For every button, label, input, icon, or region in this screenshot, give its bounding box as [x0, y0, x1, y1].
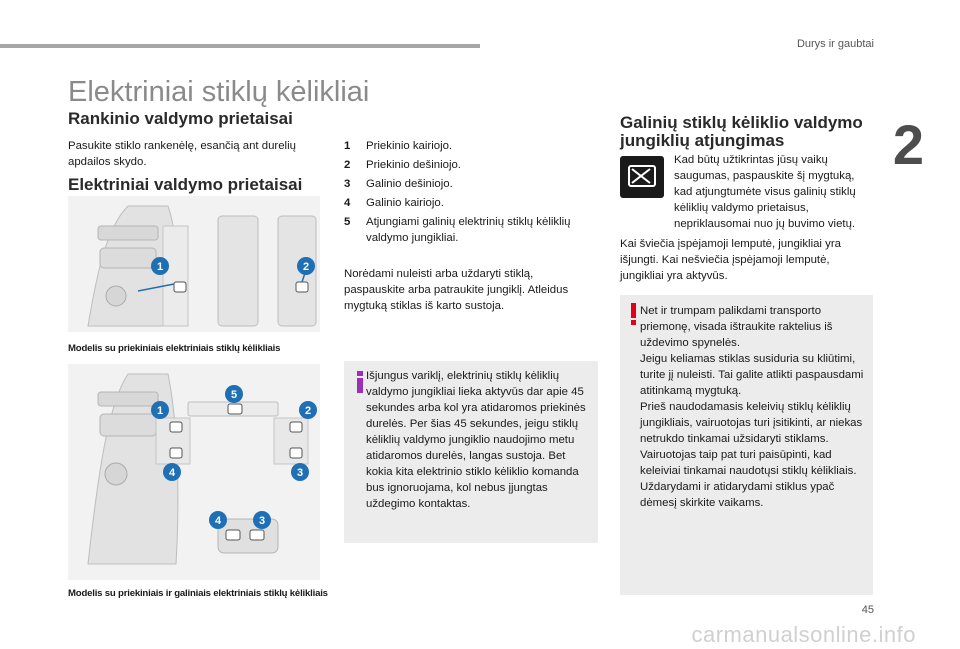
callout-5: 5 — [230, 389, 238, 401]
callout-2b: 2 — [304, 405, 312, 417]
legend-item: 4 Galinio kairiojo. — [344, 197, 444, 209]
child-lock-text: Kad būtų užtikrintas jūsų vaikų saugumas, paspauskite šį mygtuką, kad atjungtumėte visus galinių stiklų kėliklių valdymo prietaisus, nepriklausomai nuo jų buvimo vietų. — [674, 154, 856, 230]
caption-front: Modelis su priekiniais elektriniais stiklų kėlikliais — [68, 343, 281, 354]
legend-item: 3 Galinio dešiniojo. — [344, 178, 453, 190]
legend-item: 2 Priekinio dešiniojo. — [344, 159, 461, 171]
operation-text: Norėdami nuleisti arba uždaryti stiklą, paspauskite arba patraukite jungiklį. Atleidus mygtuką stiklas iš karto sustoja. — [344, 268, 569, 312]
callout-1b: 1 — [156, 405, 164, 417]
callout-1: 1 — [156, 261, 164, 273]
figure-front-windows — [68, 196, 320, 332]
electric-heading: Elektriniai valdymo prietaisai — [68, 175, 303, 194]
legend-list — [344, 138, 594, 249]
rear-heading: Galinių stiklų kėliklio valdymo jungiklių atjungimas — [620, 113, 863, 150]
warning-icon — [628, 303, 638, 327]
section-name: Durys ir gaubtai — [796, 38, 874, 50]
page-number: 45 — [861, 604, 874, 616]
lamp-text: Kai šviečia įspėjamoji lemputė, jungikliai yra išjungti. Kai nešviečia įspėjamoji lemputė, jungikliai yra aktyvūs. — [620, 238, 841, 282]
legend-item: 5 Atjungiami galinių elektrinių stiklų kėliklių valdymo jungikliai. — [344, 216, 571, 244]
warning-box — [620, 295, 873, 595]
header-bar — [0, 44, 480, 48]
callout-2: 2 — [302, 261, 310, 273]
callout-3b: 3 — [258, 515, 266, 527]
figure-all-windows — [68, 364, 320, 580]
chapter-number: 2 — [892, 113, 924, 176]
console-illustration-2 — [68, 364, 320, 580]
watermark: carmanualsonline.info — [691, 622, 916, 647]
info-text: Išjungus variklį, elektrinių stiklų kėliklių valdymo jungikliai lieka aktyvūs dar apie 45 sekundes arba kol yra atidaromos priekinės durelės. Per šias 45 sekundes, jeigu stiklų kėliklių valdymo jungiklio naudojimo metu atidaromos durelės, langas sustoja. Bet kokia kita elektrinio stiklo kėliklio komanda bus ignoruojama, kol nebus įjungtas uždegimo kontaktas. — [366, 370, 586, 510]
callout-4: 4 — [168, 467, 176, 479]
manual-heading: Rankinio valdymo prietaisai — [68, 109, 293, 128]
info-icon — [355, 371, 365, 393]
callout-3: 3 — [296, 467, 304, 479]
manual-text: Pasukite stiklo rankenėlę, esančią ant durelių apdailos skydo. — [68, 140, 296, 168]
warning-text: Net ir trumpam palikdami transporto priemonę, visada ištraukite raktelius iš uždevimo spynelės. Jeigu keliamas stiklas susiduria su kliūtimi, turite jį nuleisti. Tai galite atlikti paspausdami atitinkamą mygtuką. Prieš naudodamasis keleivių stiklų kėliklių jungikliais, vairuotojas turi įsitikinti, ar niekas netrukdo tinkamai užsidaryti stiklams. Vairuotojas taip pat turi paisūpinti, kad keleiviai tinkamai naudotųsi stiklų kėlikliais. Uždarydami ir atidarydami stiklus ypač dėmesį skirkite vaikams. — [640, 305, 864, 509]
child-lock-icon — [620, 156, 664, 198]
page-title: Elektriniai stiklų kėlikliai — [68, 76, 370, 108]
console-illustration-1 — [68, 196, 320, 332]
callout-4b: 4 — [214, 515, 222, 527]
caption-all: Modelis su priekiniais ir galiniais elektriniais stiklų kėlikliais — [68, 588, 328, 599]
info-box — [344, 361, 598, 543]
legend-item: 1 Priekinio kairiojo. — [344, 140, 453, 152]
